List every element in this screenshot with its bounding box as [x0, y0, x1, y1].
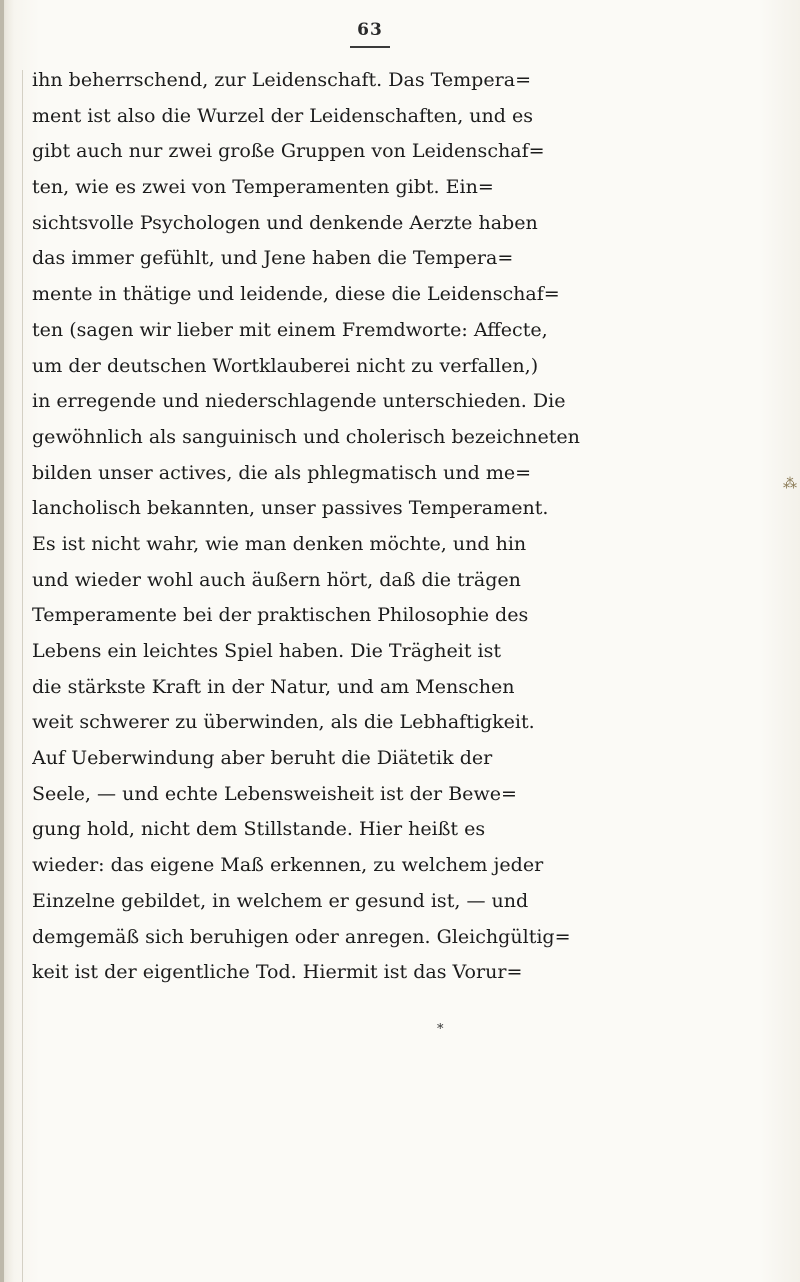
text-line: wieder: das eigene Maß erkennen, zu welchem jeder — [32, 854, 544, 877]
text-line: Temperamente bei der praktischen Philosophie des — [32, 604, 529, 627]
text-line: keit ist der eigentliche Tod. Hiermit ist das Vorur= — [32, 961, 523, 984]
text-line: Einzelne gebildet, in welchem er gesund ist, — und — [32, 889, 529, 912]
margin-smudge: ⁂ — [783, 476, 797, 492]
gutter-line — [22, 70, 23, 1282]
text-line: Es ist nicht wahr, wie man denken möchte, und hin — [32, 532, 527, 555]
signature-mark: * — [437, 1022, 444, 1037]
text-line: bilden unser actives, die als phlegmatisch und me= — [32, 461, 532, 484]
text-line: weit schwerer zu überwinden, als die Lebhaftigkeit. — [32, 711, 535, 734]
text-line: ment ist also die Wurzel der Leidenschaften, und es — [32, 104, 534, 127]
text-line: und wieder wohl auch äußern hört, daß die trägen — [32, 568, 521, 591]
text-line: ihn beherrschend, zur Leidenschaft. Das Tempera= — [32, 69, 532, 91]
binding-edge — [0, 0, 4, 1282]
text-line: sichtsvolle Psychologen und denkende Aerzte haben — [32, 211, 538, 234]
text-line: die stärkste Kraft in der Natur, und am Menschen — [32, 675, 515, 698]
text-line: gewöhnlich als sanguinisch und cholerisch bezeichneten — [32, 425, 580, 448]
text-line: gibt auch nur zwei große Gruppen von Leidenschaf= — [32, 140, 545, 163]
text-line: das immer gefühlt, und Jene haben die Tempera= — [32, 247, 514, 270]
text-line: um der deutschen Wortklauberei nicht zu verfallen,) — [32, 354, 539, 377]
text-line: demgemäß sich beruhigen oder anregen. Gleichgültig= — [32, 925, 571, 948]
text-line: Auf Ueberwindung aber beruht die Diätetik der — [32, 747, 493, 770]
text-line: ten (sagen wir lieber mit einem Fremdworte: Affecte, — [32, 318, 548, 341]
text-line: lancholisch bekannten, unser passives Temperament. — [32, 497, 549, 520]
text-line: Lebens ein leichtes Spiel haben. Die Trägheit ist — [32, 640, 502, 662]
page-number: 63 — [357, 20, 383, 40]
page-number-rule — [350, 46, 390, 48]
text-line: gung hold, nicht dem Stillstande. Hier heißt es — [32, 818, 486, 841]
text-line: mente in thätige und leidende, diese die Leidenschaf= — [32, 283, 560, 306]
text-line: in erregende und niederschlagende unterschieden. Die — [32, 390, 566, 413]
text-line: Seele, — und echte Lebensweisheit ist der Bewe= — [32, 782, 517, 805]
text-line: ten, wie es zwei von Temperamenten gibt. Ein= — [32, 176, 494, 199]
body-text — [32, 63, 787, 991]
